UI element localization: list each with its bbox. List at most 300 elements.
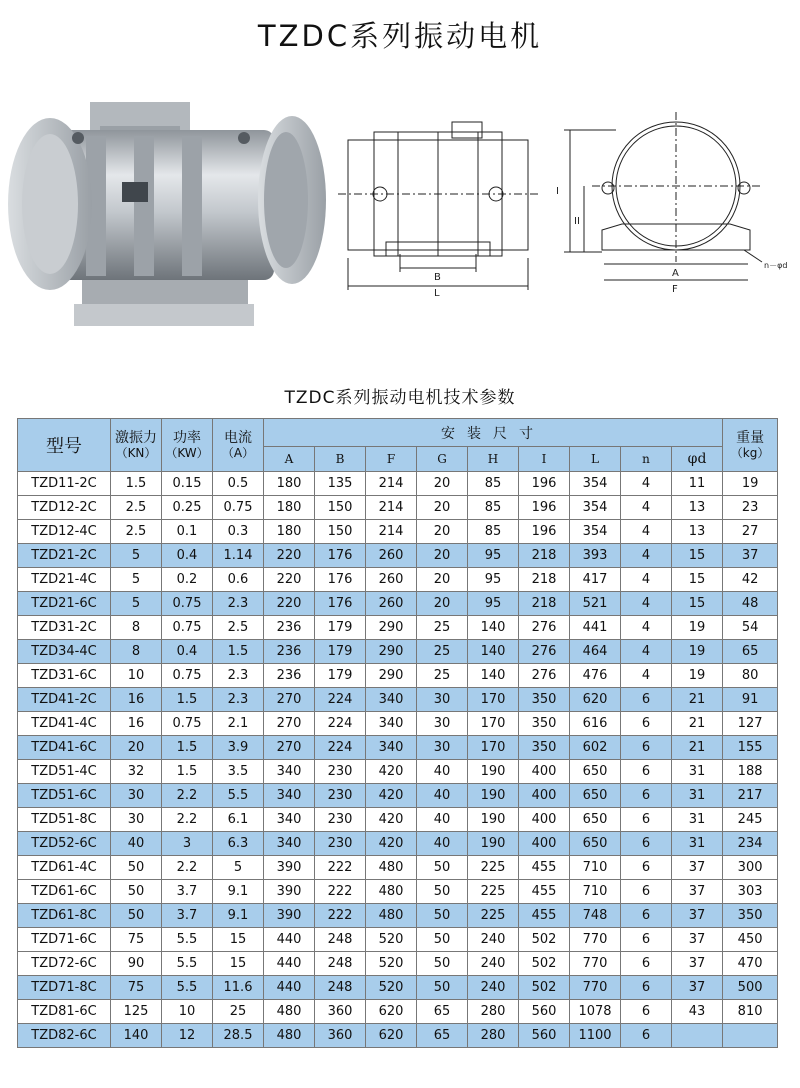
value-cell: 3.9 — [213, 736, 264, 760]
value-cell: 770 — [570, 976, 621, 1000]
value-cell: 441 — [570, 616, 621, 640]
value-cell: 217 — [723, 784, 778, 808]
header-dim-a: A — [264, 447, 315, 472]
value-cell: 620 — [366, 1024, 417, 1048]
value-cell: 30 — [111, 784, 162, 808]
value-cell: 2.2 — [162, 808, 213, 832]
value-cell: 37 — [672, 880, 723, 904]
value-cell: 5 — [111, 568, 162, 592]
table-row — [18, 952, 778, 976]
value-cell: 222 — [315, 880, 366, 904]
value-cell: 65 — [417, 1024, 468, 1048]
value-cell: 480 — [366, 904, 417, 928]
value-cell: 40 — [417, 808, 468, 832]
table-row — [18, 544, 778, 568]
value-cell: 248 — [315, 928, 366, 952]
value-cell: 6 — [621, 784, 672, 808]
model-cell: TZD71-8C — [18, 976, 111, 1000]
model-cell: TZD51-8C — [18, 808, 111, 832]
value-cell: 270 — [264, 688, 315, 712]
value-cell: 502 — [519, 952, 570, 976]
value-cell: 520 — [366, 976, 417, 1000]
value-cell: 95 — [468, 568, 519, 592]
value-cell: 31 — [672, 760, 723, 784]
value-cell: 1.5 — [162, 760, 213, 784]
value-cell: 1.5 — [162, 736, 213, 760]
value-cell: 31 — [672, 784, 723, 808]
value-cell: 0.4 — [162, 544, 213, 568]
value-cell: 25 — [417, 664, 468, 688]
value-cell: 3 — [162, 832, 213, 856]
value-cell: 222 — [315, 904, 366, 928]
table-row — [18, 1000, 778, 1024]
value-cell: 2.1 — [213, 712, 264, 736]
value-cell: 37 — [672, 976, 723, 1000]
dim-label-ii: II — [574, 216, 580, 227]
header-force-unit: （KN） — [115, 446, 157, 460]
model-cell: TZD61-6C — [18, 880, 111, 904]
value-cell: 340 — [366, 688, 417, 712]
value-cell: 37 — [672, 904, 723, 928]
value-cell: 4 — [621, 616, 672, 640]
value-cell: 354 — [570, 472, 621, 496]
value-cell: 270 — [264, 736, 315, 760]
value-cell: 4 — [621, 640, 672, 664]
value-cell: 4 — [621, 520, 672, 544]
value-cell: 390 — [264, 904, 315, 928]
value-cell: 21 — [672, 712, 723, 736]
value-cell: 30 — [417, 736, 468, 760]
header-current-label: 电流 — [224, 430, 252, 446]
value-cell: 6 — [621, 976, 672, 1000]
value-cell: 0.6 — [213, 568, 264, 592]
value-cell: 0.4 — [162, 640, 213, 664]
value-cell: 218 — [519, 544, 570, 568]
spec-table-body — [18, 472, 778, 1048]
value-cell: 230 — [315, 832, 366, 856]
value-cell: 125 — [111, 1000, 162, 1024]
value-cell: 770 — [570, 952, 621, 976]
value-cell: 455 — [519, 904, 570, 928]
header-dim-g: G — [417, 447, 468, 472]
value-cell: 23 — [723, 496, 778, 520]
value-cell: 4 — [621, 592, 672, 616]
value-cell: 80 — [723, 664, 778, 688]
value-cell: 455 — [519, 880, 570, 904]
value-cell: 0.75 — [162, 664, 213, 688]
value-cell: 2.3 — [213, 688, 264, 712]
value-cell: 85 — [468, 496, 519, 520]
table-row — [18, 736, 778, 760]
value-cell: 4 — [621, 568, 672, 592]
table-row — [18, 784, 778, 808]
table-row — [18, 664, 778, 688]
value-cell: 480 — [264, 1000, 315, 1024]
value-cell: 400 — [519, 808, 570, 832]
value-cell: 276 — [519, 616, 570, 640]
value-cell: 650 — [570, 832, 621, 856]
value-cell: 11 — [672, 472, 723, 496]
header-weight-unit: （kg） — [730, 446, 770, 460]
table-row — [18, 880, 778, 904]
value-cell: 390 — [264, 880, 315, 904]
value-cell: 270 — [264, 712, 315, 736]
value-cell: 276 — [519, 640, 570, 664]
dim-label-hole: n－φd — [764, 261, 788, 270]
value-cell: 260 — [366, 592, 417, 616]
header-power-label: 功率 — [173, 430, 201, 446]
value-cell: 27 — [723, 520, 778, 544]
value-cell: 196 — [519, 520, 570, 544]
dim-label-a: A — [672, 268, 679, 279]
value-cell: 1.14 — [213, 544, 264, 568]
value-cell: 0.1 — [162, 520, 213, 544]
value-cell: 0.75 — [162, 712, 213, 736]
value-cell: 9.1 — [213, 880, 264, 904]
value-cell: 5.5 — [162, 976, 213, 1000]
dim-label-i: I — [556, 186, 559, 197]
side-view-drawing — [338, 118, 538, 318]
value-cell: 15 — [672, 544, 723, 568]
value-cell: 340 — [366, 736, 417, 760]
value-cell: 13 — [672, 520, 723, 544]
value-cell: 2.5 — [213, 616, 264, 640]
value-cell: 340 — [264, 832, 315, 856]
value-cell: 650 — [570, 808, 621, 832]
value-cell: 236 — [264, 640, 315, 664]
value-cell: 280 — [468, 1024, 519, 1048]
value-cell: 9.1 — [213, 904, 264, 928]
value-cell: 350 — [723, 904, 778, 928]
value-cell: 0.3 — [213, 520, 264, 544]
model-cell: TZD21-2C — [18, 544, 111, 568]
table-row — [18, 928, 778, 952]
value-cell: 0.75 — [162, 592, 213, 616]
value-cell: 10 — [162, 1000, 213, 1024]
value-cell: 179 — [315, 664, 366, 688]
value-cell: 6 — [621, 952, 672, 976]
value-cell: 224 — [315, 688, 366, 712]
value-cell: 19 — [672, 664, 723, 688]
table-row — [18, 856, 778, 880]
value-cell: 2.3 — [213, 592, 264, 616]
value-cell: 85 — [468, 520, 519, 544]
value-cell: 6 — [621, 856, 672, 880]
value-cell: 450 — [723, 928, 778, 952]
value-cell: 5 — [111, 592, 162, 616]
value-cell: 196 — [519, 496, 570, 520]
value-cell: 393 — [570, 544, 621, 568]
header-dim-f: F — [366, 447, 417, 472]
value-cell: 85 — [468, 472, 519, 496]
model-cell: TZD51-6C — [18, 784, 111, 808]
value-cell: 50 — [111, 904, 162, 928]
value-cell: 20 — [417, 496, 468, 520]
value-cell: 2.3 — [213, 664, 264, 688]
table-row — [18, 1024, 778, 1048]
value-cell: 224 — [315, 736, 366, 760]
value-cell: 16 — [111, 688, 162, 712]
value-cell: 30 — [417, 712, 468, 736]
header-power-unit: （KW） — [165, 446, 209, 460]
value-cell: 37 — [672, 928, 723, 952]
value-cell: 340 — [366, 712, 417, 736]
value-cell: 400 — [519, 760, 570, 784]
value-cell: 260 — [366, 544, 417, 568]
header-dim-i: I — [519, 447, 570, 472]
model-cell: TZD81-6C — [18, 1000, 111, 1024]
value-cell: 50 — [417, 880, 468, 904]
value-cell: 520 — [366, 952, 417, 976]
value-cell: 150 — [315, 520, 366, 544]
value-cell: 180 — [264, 520, 315, 544]
value-cell: 20 — [417, 520, 468, 544]
value-cell: 176 — [315, 544, 366, 568]
value-cell: 240 — [468, 952, 519, 976]
value-cell: 4 — [621, 496, 672, 520]
value-cell: 240 — [468, 976, 519, 1000]
value-cell: 420 — [366, 808, 417, 832]
header-dim-n: n — [621, 447, 672, 472]
value-cell: 340 — [264, 808, 315, 832]
model-cell: TZD21-6C — [18, 592, 111, 616]
value-cell: 6.3 — [213, 832, 264, 856]
value-cell: 770 — [570, 928, 621, 952]
value-cell: 440 — [264, 952, 315, 976]
value-cell: 75 — [111, 928, 162, 952]
value-cell: 470 — [723, 952, 778, 976]
dim-label-f: F — [672, 284, 678, 295]
value-cell: 620 — [366, 1000, 417, 1024]
value-cell: 214 — [366, 496, 417, 520]
value-cell: 560 — [519, 1024, 570, 1048]
value-cell: 420 — [366, 760, 417, 784]
model-cell: TZD52-6C — [18, 832, 111, 856]
value-cell: 1078 — [570, 1000, 621, 1024]
model-cell: TZD71-6C — [18, 928, 111, 952]
value-cell: 188 — [723, 760, 778, 784]
value-cell: 140 — [468, 616, 519, 640]
value-cell: 560 — [519, 1000, 570, 1024]
value-cell: 276 — [519, 664, 570, 688]
value-cell: 43 — [672, 1000, 723, 1024]
value-cell: 42 — [723, 568, 778, 592]
value-cell — [672, 1024, 723, 1048]
value-cell: 16 — [111, 712, 162, 736]
value-cell: 710 — [570, 856, 621, 880]
value-cell: 32 — [111, 760, 162, 784]
value-cell: 50 — [417, 952, 468, 976]
header-dims-group: 安装尺寸 — [264, 419, 723, 447]
table-row — [18, 472, 778, 496]
value-cell: 290 — [366, 664, 417, 688]
header-current-unit: （A） — [221, 446, 255, 460]
value-cell: 220 — [264, 592, 315, 616]
value-cell: 520 — [366, 928, 417, 952]
header-dim-phid: φd — [672, 447, 723, 472]
value-cell: 6 — [621, 712, 672, 736]
value-cell: 50 — [417, 856, 468, 880]
value-cell: 50 — [111, 856, 162, 880]
value-cell: 140 — [111, 1024, 162, 1048]
value-cell: 4 — [621, 664, 672, 688]
value-cell: 5.5 — [162, 928, 213, 952]
value-cell: 220 — [264, 544, 315, 568]
value-cell: 350 — [519, 712, 570, 736]
value-cell: 3.7 — [162, 880, 213, 904]
value-cell: 40 — [417, 760, 468, 784]
value-cell: 12 — [162, 1024, 213, 1048]
value-cell: 236 — [264, 616, 315, 640]
value-cell — [723, 1024, 778, 1048]
model-cell: TZD51-4C — [18, 760, 111, 784]
value-cell: 6 — [621, 928, 672, 952]
value-cell: 6 — [621, 880, 672, 904]
value-cell: 0.75 — [213, 496, 264, 520]
value-cell: 340 — [264, 784, 315, 808]
value-cell: 30 — [111, 808, 162, 832]
value-cell: 140 — [468, 664, 519, 688]
value-cell: 40 — [111, 832, 162, 856]
value-cell: 350 — [519, 736, 570, 760]
header-dim-h: H — [468, 447, 519, 472]
dim-label-l: L — [434, 288, 440, 299]
model-cell: TZD31-2C — [18, 616, 111, 640]
value-cell: 19 — [672, 616, 723, 640]
value-cell: 20 — [111, 736, 162, 760]
value-cell: 5 — [213, 856, 264, 880]
value-cell: 3.7 — [162, 904, 213, 928]
value-cell: 6 — [621, 1000, 672, 1024]
value-cell: 6 — [621, 760, 672, 784]
value-cell: 75 — [111, 976, 162, 1000]
value-cell: 6 — [621, 808, 672, 832]
header-dim-b: B — [315, 447, 366, 472]
value-cell: 280 — [468, 1000, 519, 1024]
spec-table — [17, 418, 778, 1048]
value-cell: 15 — [213, 952, 264, 976]
value-cell: 0.75 — [162, 616, 213, 640]
table-row — [18, 712, 778, 736]
value-cell: 50 — [417, 928, 468, 952]
value-cell: 15 — [672, 592, 723, 616]
value-cell: 224 — [315, 712, 366, 736]
value-cell: 21 — [672, 688, 723, 712]
front-view-drawing — [556, 112, 796, 318]
value-cell: 417 — [570, 568, 621, 592]
value-cell: 810 — [723, 1000, 778, 1024]
value-cell: 127 — [723, 712, 778, 736]
value-cell: 0.2 — [162, 568, 213, 592]
value-cell: 710 — [570, 880, 621, 904]
value-cell: 420 — [366, 784, 417, 808]
header-model: 型号 — [18, 419, 111, 472]
table-row — [18, 760, 778, 784]
value-cell: 20 — [417, 568, 468, 592]
value-cell: 650 — [570, 760, 621, 784]
table-row — [18, 688, 778, 712]
value-cell: 230 — [315, 760, 366, 784]
dim-label-b: B — [434, 272, 441, 283]
model-cell: TZD12-4C — [18, 520, 111, 544]
value-cell: 1.5 — [213, 640, 264, 664]
value-cell: 50 — [111, 880, 162, 904]
value-cell: 25 — [417, 640, 468, 664]
value-cell: 54 — [723, 616, 778, 640]
model-cell: TZD72-6C — [18, 952, 111, 976]
value-cell: 480 — [264, 1024, 315, 1048]
value-cell: 6 — [621, 736, 672, 760]
value-cell: 455 — [519, 856, 570, 880]
value-cell: 2.2 — [162, 856, 213, 880]
value-cell: 480 — [366, 880, 417, 904]
value-cell: 13 — [672, 496, 723, 520]
model-cell: TZD41-6C — [18, 736, 111, 760]
value-cell: 218 — [519, 568, 570, 592]
model-cell: TZD41-4C — [18, 712, 111, 736]
value-cell: 6.1 — [213, 808, 264, 832]
value-cell: 620 — [570, 688, 621, 712]
page-title: TZDC系列振动电机 — [257, 19, 543, 53]
model-cell: TZD41-2C — [18, 688, 111, 712]
table-row — [18, 832, 778, 856]
value-cell: 225 — [468, 856, 519, 880]
value-cell: 20 — [417, 592, 468, 616]
value-cell: 19 — [672, 640, 723, 664]
value-cell: 300 — [723, 856, 778, 880]
value-cell: 37 — [672, 952, 723, 976]
value-cell: 5.5 — [162, 952, 213, 976]
value-cell: 170 — [468, 736, 519, 760]
value-cell: 190 — [468, 808, 519, 832]
value-cell: 1.5 — [162, 688, 213, 712]
value-cell: 440 — [264, 976, 315, 1000]
value-cell: 50 — [417, 976, 468, 1000]
value-cell: 50 — [417, 904, 468, 928]
value-cell: 245 — [723, 808, 778, 832]
table-row — [18, 568, 778, 592]
value-cell: 40 — [417, 784, 468, 808]
value-cell: 25 — [417, 616, 468, 640]
value-cell: 190 — [468, 760, 519, 784]
value-cell: 65 — [723, 640, 778, 664]
value-cell: 0.25 — [162, 496, 213, 520]
motor-photo — [4, 96, 328, 328]
value-cell: 90 — [111, 952, 162, 976]
value-cell: 37 — [723, 544, 778, 568]
value-cell: 476 — [570, 664, 621, 688]
value-cell: 616 — [570, 712, 621, 736]
table-title: TZDC系列振动电机技术参数 — [284, 388, 516, 408]
value-cell: 19 — [723, 472, 778, 496]
model-cell: TZD31-6C — [18, 664, 111, 688]
value-cell: 179 — [315, 640, 366, 664]
value-cell: 303 — [723, 880, 778, 904]
model-cell: TZD82-6C — [18, 1024, 111, 1048]
value-cell: 500 — [723, 976, 778, 1000]
header-weight-label: 重量 — [736, 430, 765, 446]
value-cell: 390 — [264, 856, 315, 880]
value-cell: 748 — [570, 904, 621, 928]
value-cell: 40 — [417, 832, 468, 856]
value-cell: 290 — [366, 640, 417, 664]
value-cell: 2.5 — [111, 496, 162, 520]
value-cell: 150 — [315, 496, 366, 520]
header-power — [162, 419, 213, 472]
model-cell: TZD21-4C — [18, 568, 111, 592]
value-cell: 480 — [366, 856, 417, 880]
value-cell: 155 — [723, 736, 778, 760]
